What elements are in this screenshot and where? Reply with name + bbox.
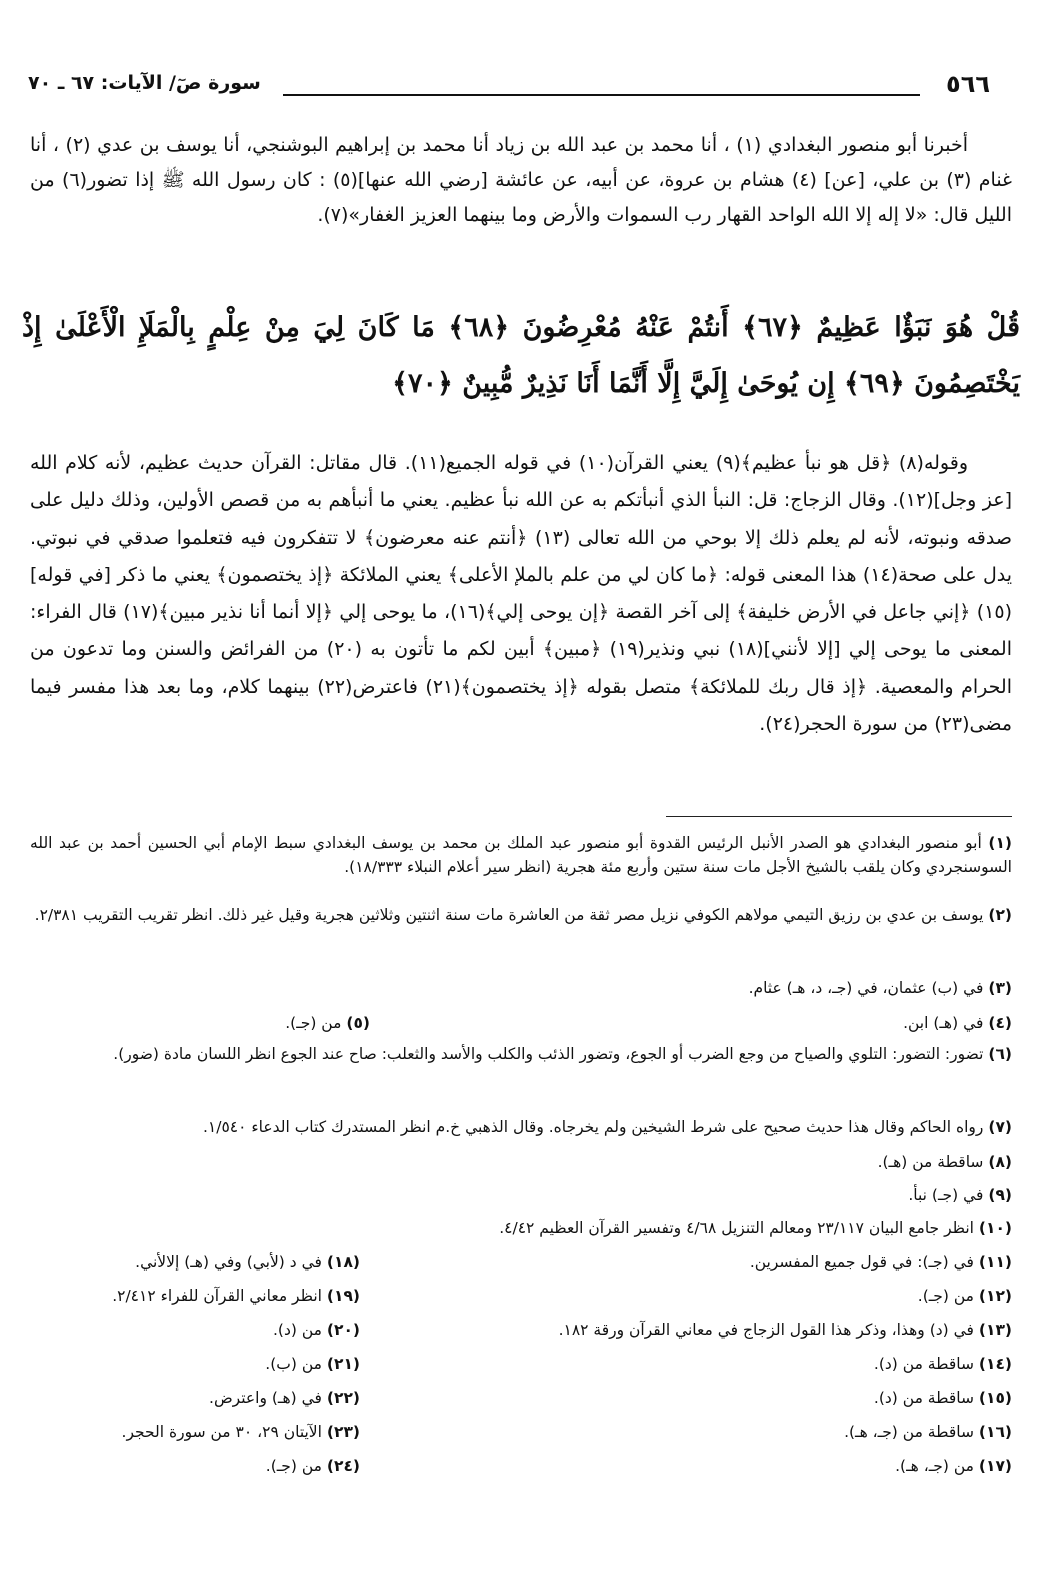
footnote-number: (١٨)	[326, 1253, 360, 1271]
footnote-text: انظر جامع البيان ٢٣/١١٧ ومعالم التنزيل ٤/٦٨ وتفسير القرآن العظيم ٤/٤٢.	[499, 1219, 974, 1237]
commentary-paragraph: وقوله(٨) ﴿قل هو نبأ عظيم﴾(٩) يعني القرآن(١٠) في قوله الجميع(١١). قال مقاتل: القرآن حديث عظيم، لأنه كلام الله [عز وجل](١٢). وقال الزجاج: قل: النبأ الذي أنبأتكم به عن الله نبأ عظيم. يعني ما أنبأهم به من قصص الأولين، وذلك دليل على صدقه ونبوته، لأنه لم يعلم ذلك إلا بوحي من الله تعالى (١٣) ﴿أنتم عنه معرضون﴾ لا تتفكرون فيه فتعلموا صدقي في نبوتي. يدل على صحة(١٤) هذا المعنى قوله: ﴿ما كان لي من علم بالملإ الأعلى﴾ يعني الملائكة ﴿إذ يختصمون﴾ يعني ما ذكر [في قوله](١٥) ﴿إني جاعل في الأرض خليفة﴾ إلى آخر القصة ﴿إن يوحى إلي﴾(١٦)، ما يوحى إلي ﴿إلا أنما أنا نذير مبين﴾(١٧) قال الفراء: المعنى ما يوحى إلي [إلا لأنني](١٨) نبي ونذير(١٩) ﴿مبين﴾ أبين لكم ما تأتون به (٢٠) من الفرائض والسنن وما تدعون من الحرام والمعصية. ﴿إذ قال ربك للملائكة﴾ متصل بقوله ﴿إذ يختصمون﴾(٢١) فاعترض(٢٢) بينهما كلام، وما بعد هذا مفسر فيما مضى(٢٣) من سورة الحجر(٢٤).	[30, 452, 1013, 736]
footnote-number: (٢٢)	[326, 1389, 360, 1407]
footnote	[135, 1250, 360, 1274]
footnote-text: من (جـ).	[917, 1287, 974, 1305]
header-rule	[283, 94, 920, 96]
footnote-text: تضور: التضور: التلوي والصياح من وجع الضرب أو الجوع، وتضور الذئب والكلب والأسد والثعلب: صاح عند الجوع انظر اللسان مادة (ضور).	[113, 1045, 984, 1063]
footnote-number: (٨)	[988, 1153, 1012, 1171]
footnote-text: ساقطة من (هـ).	[877, 1153, 984, 1171]
footnote-number: (٧)	[988, 1118, 1012, 1136]
running-title: سورة صٓ/ الآيات: ٦٧ ـ ٧٠	[28, 72, 261, 94]
footnote	[30, 1042, 1012, 1066]
footnote-number: (٢٤)	[326, 1457, 360, 1475]
footnote	[903, 1011, 1012, 1035]
footnote-number: (١)	[988, 834, 1012, 852]
footnote-text: في د (لأبي) وفي (هـ) إلالأني.	[135, 1253, 322, 1271]
footnote	[203, 1115, 1012, 1139]
footnote-text: من (د).	[273, 1321, 322, 1339]
footnote	[273, 1318, 360, 1342]
footnote-number: (١٣)	[978, 1321, 1012, 1339]
footnote	[844, 1420, 1012, 1444]
footnote-number: (٢٣)	[326, 1423, 360, 1441]
footnote	[265, 1352, 360, 1376]
footnote-text: أبو منصور البغدادي هو الصدر الأنبل الرئيس القدوة أبو منصور عبد الملك بن محمد بن يوسف البغدادي سبط الإمام أبي الحسين أحمد بن عبد الله السوسنجردي وكان يلقب بالشيخ الأجل مات سنة ستين وأربع مئة هجرية (انظر سير أعلام النبلاء ١٨/٣٣٣).	[30, 834, 1012, 876]
footnote-text: في (ب) عثمان، في (جـ، د، هـ) عثام.	[748, 979, 984, 997]
page-number: ٥٦٦	[946, 70, 990, 98]
footnote-text: من (ب).	[265, 1355, 322, 1373]
footnote-text: الآيتان ٢٩، ٣٠ من سورة الحجر.	[121, 1423, 322, 1441]
footnote-text: في (هـ) واعترض.	[209, 1389, 322, 1407]
footnote-number: (٦)	[988, 1045, 1012, 1063]
footnote-text: من (جـ).	[285, 1014, 342, 1032]
footnote-text: رواه الحاكم وقال هذا حديث صحيح على شرط الشيخين ولم يخرجاه. وقال الذهبي خ.م انظر المستدرك كتاب الدعاء ١/٥٤٠.	[202, 1118, 984, 1136]
footnote	[559, 1318, 1012, 1342]
footnote	[908, 1183, 1012, 1207]
footnote	[878, 1150, 1012, 1174]
footnote	[895, 1454, 1012, 1478]
footnote-text: ساقطة من (د).	[873, 1355, 974, 1373]
footnote	[285, 1011, 370, 1035]
footnote-number: (٩)	[988, 1186, 1012, 1204]
footnote	[918, 1284, 1012, 1308]
footnote	[874, 1352, 1012, 1376]
isnad-paragraph: أخبرنا أبو منصور البغدادي (١) ، أنا محمد بن عبد الله بن زياد أنا محمد بن إبراهيم البوشنجي، أنا يوسف بن عدي (٢) ، أنا غنام (٣) بن علي، [عن] (٤) هشام بن عروة، عن أبيه، عن عائشة [رضي الله عنها](٥) : كان رسول الله ﷺ إذا تضور(٦) من الليل قال: «لا إله إلا الله الواحد القهار رب السموات والأرض وما بينهما العزيز الغفار»(٧).	[30, 134, 1012, 226]
footnote-number: (١٢)	[978, 1287, 1012, 1305]
footnote	[122, 1420, 360, 1444]
footnote-text: انظر معاني القرآن للفراء ٢/٤١٢.	[112, 1287, 322, 1305]
footnote-text: في (هـ) ابن.	[903, 1014, 984, 1032]
footnote	[749, 976, 1012, 1000]
footnote	[874, 1386, 1012, 1410]
footnote-number: (١٩)	[326, 1287, 360, 1305]
footnote	[112, 1284, 360, 1308]
footnote	[750, 1250, 1012, 1274]
footnote-text: في (جـ): في قول جميع المفسرين.	[749, 1253, 974, 1271]
footnote-separator	[666, 816, 1012, 817]
footnote-text: ساقطة من (د).	[873, 1389, 974, 1407]
footnote-number: (٤)	[988, 1014, 1012, 1032]
footnote-number: (١١)	[978, 1253, 1012, 1271]
footnote-number: (١٠)	[978, 1219, 1012, 1237]
footnote	[266, 1454, 360, 1478]
footnote	[30, 903, 1012, 927]
footnote-number: (١٤)	[978, 1355, 1012, 1373]
footnote-text: في (جـ) نبأ.	[908, 1186, 984, 1204]
footnote	[499, 1216, 1012, 1240]
footnote-text: من (جـ، هـ).	[895, 1457, 974, 1475]
footnote-text: من (جـ).	[265, 1457, 322, 1475]
page-header	[28, 70, 990, 104]
footnote	[209, 1386, 360, 1410]
footnote-text: في (د) وهذا، وذكر هذا القول الزجاج في معاني القرآن ورقة ١٨٢.	[558, 1321, 974, 1339]
footnote-number: (٢٠)	[326, 1321, 360, 1339]
footnote-number: (٢١)	[326, 1355, 360, 1373]
footnote-number: (١٧)	[978, 1457, 1012, 1475]
quran-verses: قُلْ هُوَ نَبَؤٌا عَظِيمٌ ﴿٦٧﴾ أَنتُمْ عَنْهُ مُعْرِضُونَ ﴿٦٨﴾ مَا كَانَ لِيَ مِنْ عِلْمٍ بِالْمَلَإِ الْأَعْلَىٰ إِذْ يَخْتَصِمُونَ ﴿٦٩﴾ إِن يُوحَىٰ إِلَيَّ إِلَّا أَنَّمَا أَنَا نَذِيرٌ مُّبِينٌ ﴿٧٠﴾	[22, 312, 1020, 399]
footnote-number: (١٥)	[978, 1389, 1012, 1407]
footnote-number: (٢)	[988, 906, 1012, 924]
footnote-text: ساقطة من (جـ، هـ).	[844, 1423, 974, 1441]
footnote-number: (١٦)	[978, 1423, 1012, 1441]
footnote-number: (٣)	[988, 979, 1012, 997]
footnote-text: يوسف بن عدي بن رزيق التيمي مولاهم الكوفي نزيل مصر ثقة من العاشرة مات سنة اثنتين وثلاثين هجرية وقيل غير ذلك. انظر تقريب التقريب ٢/٣٨١.	[34, 906, 984, 924]
footnote-number: (٥)	[346, 1014, 370, 1032]
footnote	[30, 831, 1012, 879]
